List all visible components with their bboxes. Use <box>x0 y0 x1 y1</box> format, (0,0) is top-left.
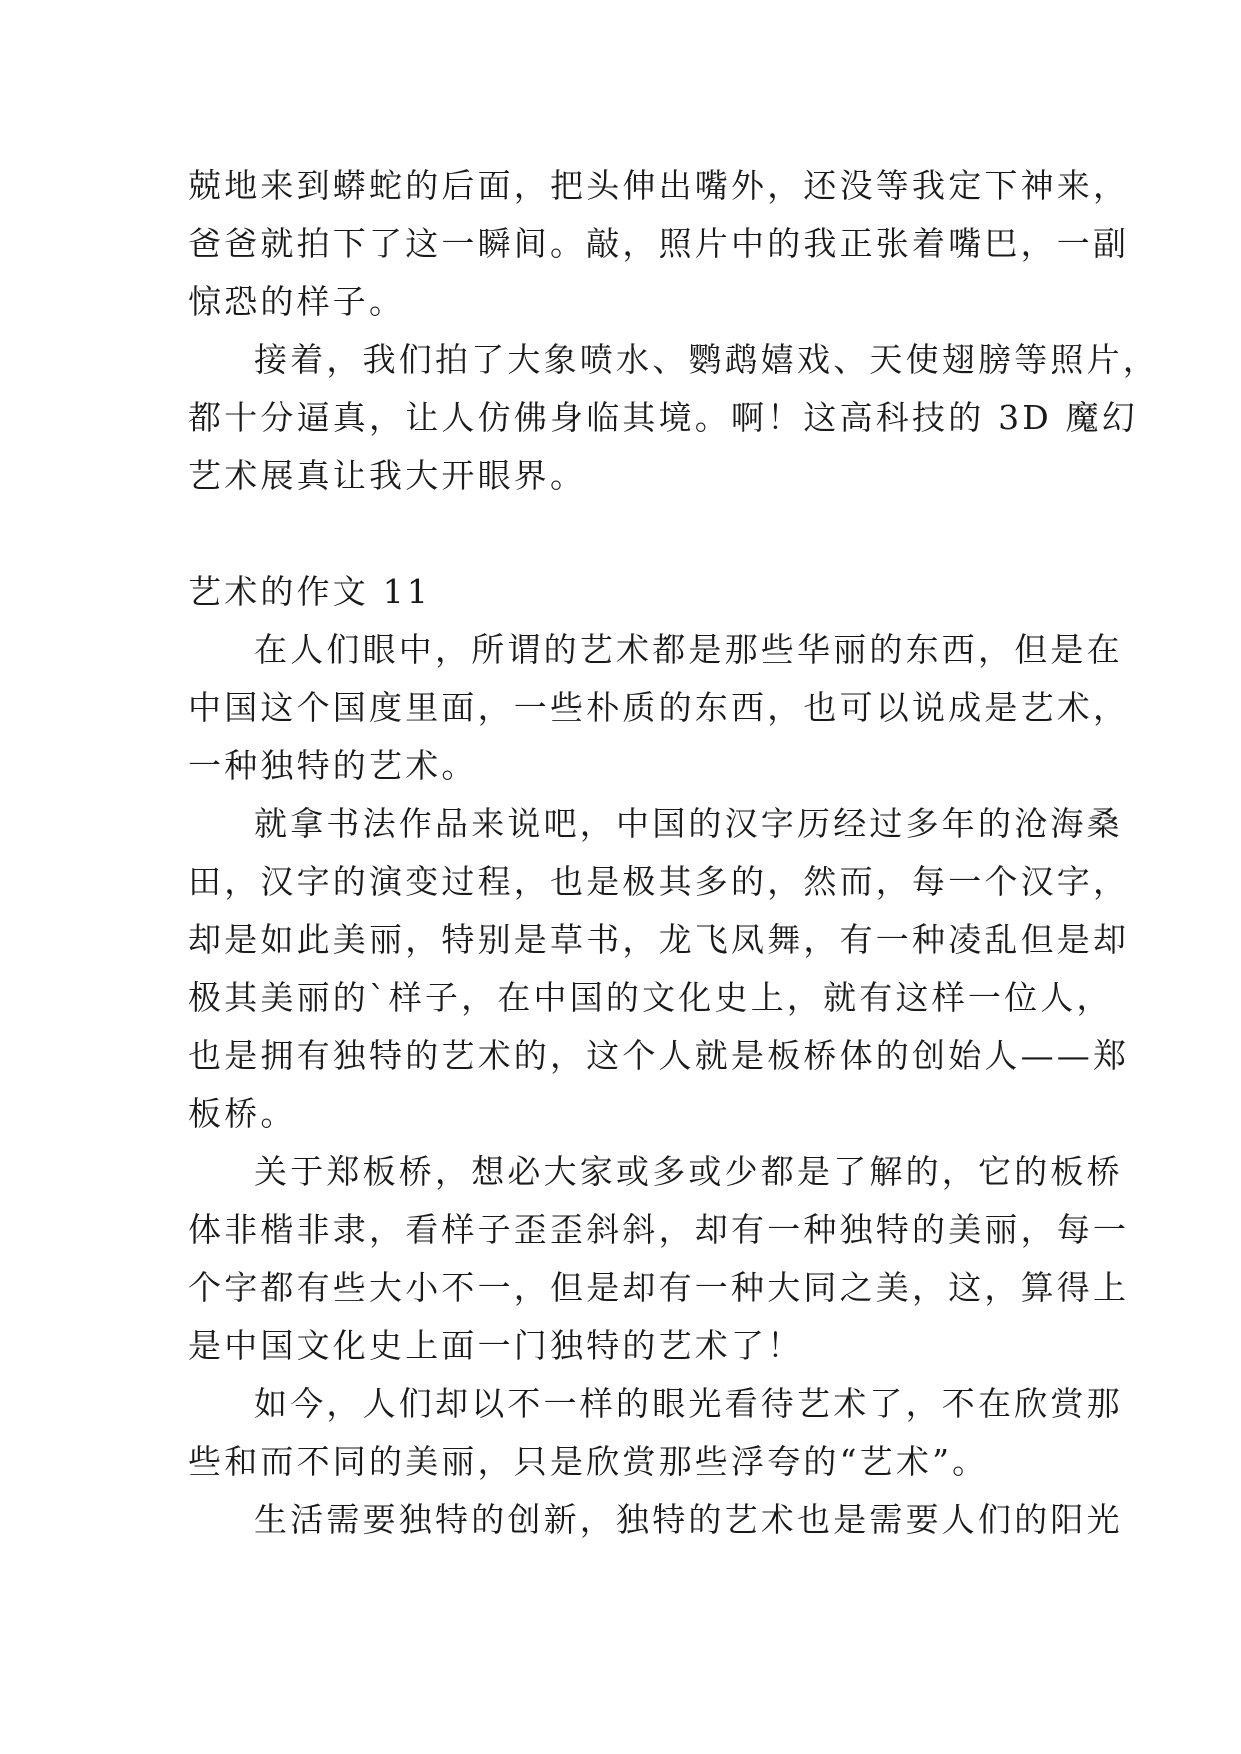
text-line: 中国这个国度里面，一些朴质的东西，也可以说成是艺术， <box>188 688 1130 727</box>
text-line: 都十分逼真，让人仿佛身临其境。啊！这高科技的 3D 魔幻 <box>188 398 1139 437</box>
text-line: 些和而不同的美丽，只是欣赏那些浮夸的“艺术”。 <box>188 1442 989 1481</box>
paragraph-first-line: 关于郑板桥，想必大家或多或少都是了解的，它的板桥 <box>254 1152 1123 1191</box>
paragraph-first-line: 就拿书法作品来说吧，中国的汉字历经过多年的沧海桑 <box>254 804 1123 843</box>
text-line: 田，汉字的演变过程，也是极其多的，然而，每一个汉字， <box>188 862 1130 901</box>
text-line: 艺术展真让我大开眼界。 <box>188 456 587 495</box>
text-line: 是中国文化史上面一门独特的艺术了！ <box>188 1326 804 1365</box>
text-line: 惊恐的样子。 <box>188 282 406 321</box>
text-line: 板桥。 <box>188 1094 297 1133</box>
paragraph-first-line: 接着，我们拍了大象喷水、鹦鹉嬉戏、天使翅膀等照片， <box>254 340 1159 379</box>
text-line: 却是如此美丽，特别是草书，龙飞凤舞，有一种凌乱但是却 <box>188 920 1130 959</box>
text-line: 个字都有些大小不一，但是却有一种大同之美，这，算得上 <box>188 1268 1130 1307</box>
paragraph-first-line: 在人们眼中，所谓的艺术都是那些华丽的东西，但是在 <box>254 630 1123 669</box>
text-line: 兢地来到蟒蛇的后面，把头伸出嘴外，还没等我定下神来， <box>188 166 1130 205</box>
text-line: 爸爸就拍下了这一瞬间。敲，照片中的我正张着嘴巴，一副 <box>188 224 1130 263</box>
text-line: 也是拥有独特的艺术的，这个人就是板桥体的创始人——郑 <box>188 1036 1130 1075</box>
text-line: 体非楷非隶，看样子歪歪斜斜，却有一种独特的美丽，每一 <box>188 1210 1130 1249</box>
section-heading: 艺术的作文 11 <box>188 572 432 611</box>
paragraph-first-line: 生活需要独特的创新，独特的艺术也是需要人们的阳光 <box>254 1500 1123 1539</box>
text-line: 一种独特的艺术。 <box>188 746 478 785</box>
paragraph-first-line: 如今，人们却以不一样的眼光看待艺术了，不在欣赏那 <box>254 1384 1123 1423</box>
text-line: 极其美丽的`样子，在中国的文化史上，就有这样一位人， <box>188 978 1113 1017</box>
